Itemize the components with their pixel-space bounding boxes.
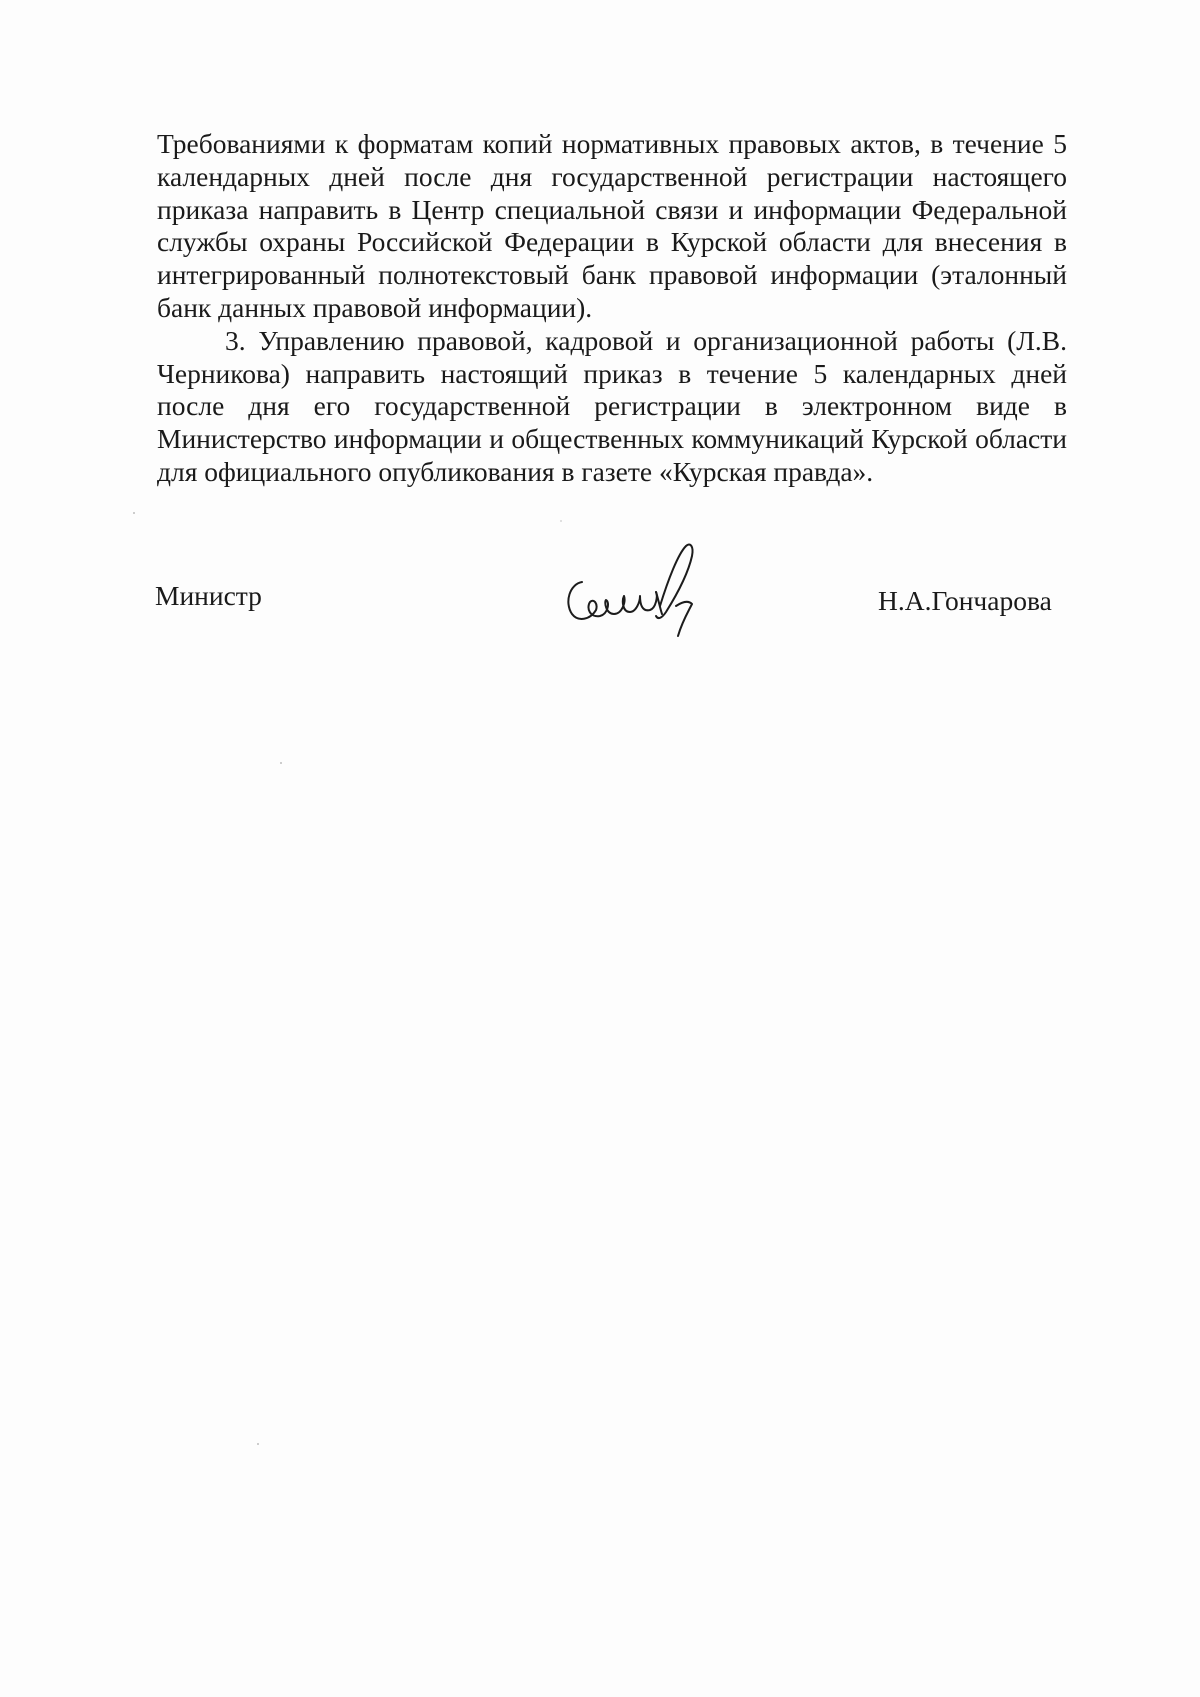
- scan-speck: [133, 512, 135, 514]
- paragraph-requirements-continuation: Требованиями к форматам копий нормативных правовых актов, в течение 5 календарных дней после дня государственной регистрации настоящего приказа направить в Центр специальной связи и информации Федеральной службы охраны Российской Федерации в Курской области для внесения в интегрированный полнотекстовый банк правовой информации (эталонный банк данных правовой информации).: [157, 128, 1067, 323]
- signatory-name: Н.А.Гончарова: [878, 585, 1052, 616]
- handwritten-signature-icon: [560, 540, 710, 650]
- signatory-role: Министр: [155, 580, 262, 611]
- scan-speck: [280, 762, 282, 764]
- scan-speck: [560, 520, 562, 522]
- paragraph-item-3: 3. Управлению правовой, кадровой и организационной работы (Л.В. Черникова) направить настоящий приказ в течение 5 календарных дней после дня его государственной регистрации в электронном виде в Министерство информации и общественных коммуникаций Курской области для официального опубликования в газете «Курская правда».: [157, 324, 1067, 487]
- document-body: [157, 128, 1067, 489]
- scan-speck: [257, 1443, 259, 1445]
